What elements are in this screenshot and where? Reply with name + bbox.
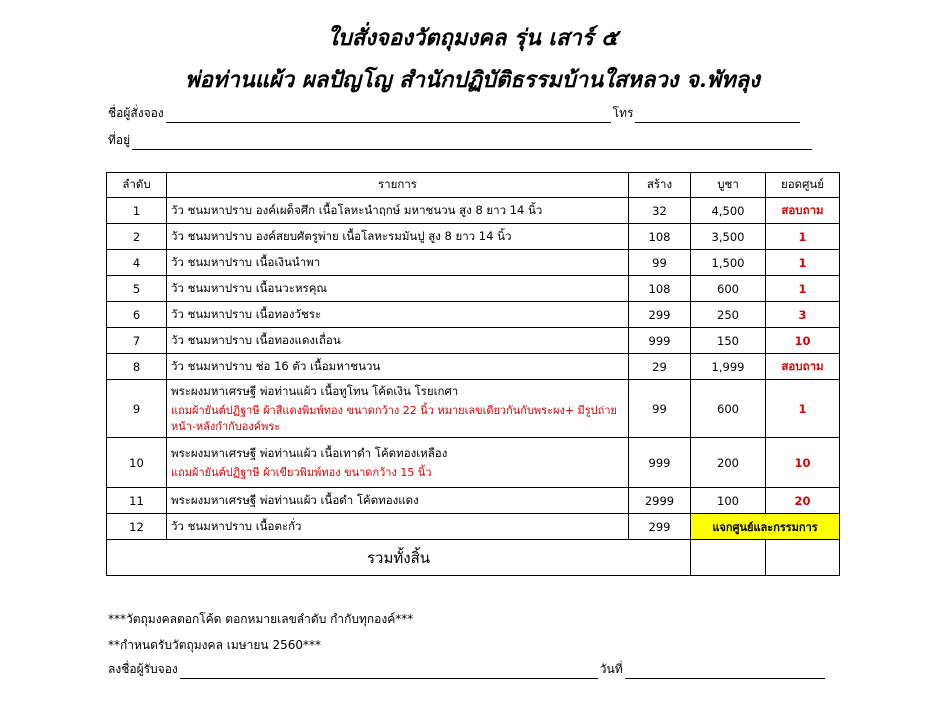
row-center: 3 bbox=[766, 302, 840, 328]
address-line[interactable] bbox=[132, 137, 812, 150]
row-center: สอบถาม bbox=[766, 354, 840, 380]
signer-row bbox=[108, 660, 827, 679]
row-center: 1 bbox=[766, 224, 840, 250]
row-made: 32 bbox=[629, 198, 691, 224]
row-made: 99 bbox=[629, 380, 691, 438]
header-made: สร้าง bbox=[629, 173, 691, 198]
footer-note-coding: ***วัตถุมงคลตอกโค้ด ตอกหมายเลขลำดับ กำกับทุกองค์*** bbox=[108, 612, 414, 626]
table-row bbox=[107, 514, 840, 540]
row-center: 10 bbox=[766, 328, 840, 354]
table-row bbox=[107, 354, 840, 380]
total-label: รวมทั้งสิ้น bbox=[107, 540, 691, 576]
row-made: 2999 bbox=[629, 488, 691, 514]
row-center: 1 bbox=[766, 276, 840, 302]
row-item: วัว ชนมหาปราบ องค์สยบศัตรูพ่าย เนื้อโลหะรมมันปู สูง 8 ยาว 14 นิ้ว bbox=[167, 224, 629, 250]
row-made: 299 bbox=[629, 514, 691, 540]
phone-line[interactable] bbox=[635, 110, 800, 123]
header-center: ยอดศูนย์ bbox=[766, 173, 840, 198]
row-price: 250 bbox=[691, 302, 766, 328]
row-no: 9 bbox=[107, 380, 167, 438]
address-row bbox=[108, 131, 814, 150]
row-no: 8 bbox=[107, 354, 167, 380]
row-price: 4,500 bbox=[691, 198, 766, 224]
row-item: วัว ชนมหาปราบ เนื้อตะกั่ว bbox=[167, 514, 629, 540]
row-price: 1,500 bbox=[691, 250, 766, 276]
row-item-cell bbox=[167, 438, 629, 488]
row-price: 3,500 bbox=[691, 224, 766, 250]
footer-note-schedule: **กำหนดรับวัตถุมงคล เมษายน 2560*** bbox=[108, 638, 321, 652]
row-price: 200 bbox=[691, 438, 766, 488]
table-row bbox=[107, 328, 840, 354]
row-no: 12 bbox=[107, 514, 167, 540]
row-no: 6 bbox=[107, 302, 167, 328]
phone-label: โทร bbox=[612, 106, 634, 120]
total-price-cell[interactable] bbox=[691, 540, 766, 576]
row-item-note: แถมผ้ายันต์ปฏิฐาษี ผ้าสีแดงพิมพ์ทอง ขนาดกว้าง 22 นิ้ว หมายเลขเดียวกันกับพระผง+ มีรูปถ่ายหน้า-หลังกำกับองค์พระ bbox=[171, 403, 617, 433]
table-row bbox=[107, 302, 840, 328]
row-item: พระผงมหาเศรษฐี พ่อท่านแผ้ว เนื้อเทาดำ โค้ดทองเหลือง bbox=[171, 445, 448, 460]
row-item: วัว ชนมหาปราบ เนื้อเงินนำพา bbox=[167, 250, 629, 276]
row-made: 99 bbox=[629, 250, 691, 276]
address-label: ที่อยู่ bbox=[108, 133, 131, 147]
orderer-name-line[interactable] bbox=[166, 110, 611, 123]
table-header-row bbox=[107, 173, 840, 198]
row-no: 11 bbox=[107, 488, 167, 514]
row-item-cell bbox=[167, 380, 629, 438]
row-item: พระผงมหาเศรษฐี พ่อท่านแผ้ว เนื้อดำ โค้ดทองแดง bbox=[167, 488, 629, 514]
row-item: วัว ชนมหาปราบ เนื้อทองแดงเถื่อน bbox=[167, 328, 629, 354]
row-item: วัว ชนมหาปราบ องค์เผด็จศึก เนื้อโลหะนำฤกษ์ มหาชนวน สูง 8 ยาว 14 นิ้ว bbox=[167, 198, 629, 224]
header-price: บูชา bbox=[691, 173, 766, 198]
row-no: 2 bbox=[107, 224, 167, 250]
row-center: 1 bbox=[766, 380, 840, 438]
total-center-cell[interactable] bbox=[766, 540, 840, 576]
date-label: วันที่ bbox=[599, 662, 623, 676]
document-subtitle: พ่อท่านแผ้ว ผลปัญโญ สำนักปฏิบัติธรรมบ้านใสหลวง จ.พัทลุง bbox=[185, 67, 760, 93]
signer-line[interactable] bbox=[180, 666, 598, 679]
orderer-label: ชื่อผู้สั่งจอง bbox=[108, 106, 164, 120]
row-item-note: แถมผ้ายันต์ปฏิฐาษี ผ้าเขียวพิมพ์ทอง ขนาดกว้าง 15 นิ้ว bbox=[171, 465, 432, 479]
total-row bbox=[107, 540, 840, 576]
table-row bbox=[107, 380, 840, 438]
row-made: 29 bbox=[629, 354, 691, 380]
row-no: 10 bbox=[107, 438, 167, 488]
row-no: 4 bbox=[107, 250, 167, 276]
row-center: 10 bbox=[766, 438, 840, 488]
row-no: 7 bbox=[107, 328, 167, 354]
distribution-badge: แจกศูนย์และกรรมการ bbox=[691, 514, 840, 540]
row-made: 999 bbox=[629, 328, 691, 354]
row-price: 600 bbox=[691, 380, 766, 438]
table-row bbox=[107, 488, 840, 514]
order-table bbox=[106, 172, 840, 576]
signer-label: ลงชื่อผู้รับจอง bbox=[108, 662, 178, 676]
row-item: วัว ชนมหาปราบ เนื้อทองวัชระ bbox=[167, 302, 629, 328]
row-price: 100 bbox=[691, 488, 766, 514]
row-center: 20 bbox=[766, 488, 840, 514]
row-price: 600 bbox=[691, 276, 766, 302]
row-price: 150 bbox=[691, 328, 766, 354]
row-item: วัว ชนมหาปราบ เนื้อนวะหรคุณ bbox=[167, 276, 629, 302]
row-made: 299 bbox=[629, 302, 691, 328]
row-item: วัว ชนมหาปราบ ช่อ 16 ตัว เนื้อมหาชนวน bbox=[167, 354, 629, 380]
orderer-row bbox=[108, 104, 802, 123]
row-made: 108 bbox=[629, 276, 691, 302]
row-center: สอบถาม bbox=[766, 198, 840, 224]
row-made: 999 bbox=[629, 438, 691, 488]
row-no: 5 bbox=[107, 276, 167, 302]
table-row bbox=[107, 198, 840, 224]
table-row bbox=[107, 250, 840, 276]
table-row bbox=[107, 438, 840, 488]
row-price: 1,999 bbox=[691, 354, 766, 380]
header-item: รายการ bbox=[167, 173, 629, 198]
date-line[interactable] bbox=[625, 666, 825, 679]
table-row bbox=[107, 224, 840, 250]
header-no: ลำดับ bbox=[107, 173, 167, 198]
row-no: 1 bbox=[107, 198, 167, 224]
row-center: 1 bbox=[766, 250, 840, 276]
document-title: ใบสั่งจองวัตถุมงคล รุ่น เสาร์ ๕ bbox=[327, 25, 618, 51]
row-item: พระผงมหาเศรษฐี พ่อท่านแผ้ว เนื้อทูโทน โค้ดเงิน โรยเกศา bbox=[171, 383, 459, 398]
table-row bbox=[107, 276, 840, 302]
row-made: 108 bbox=[629, 224, 691, 250]
